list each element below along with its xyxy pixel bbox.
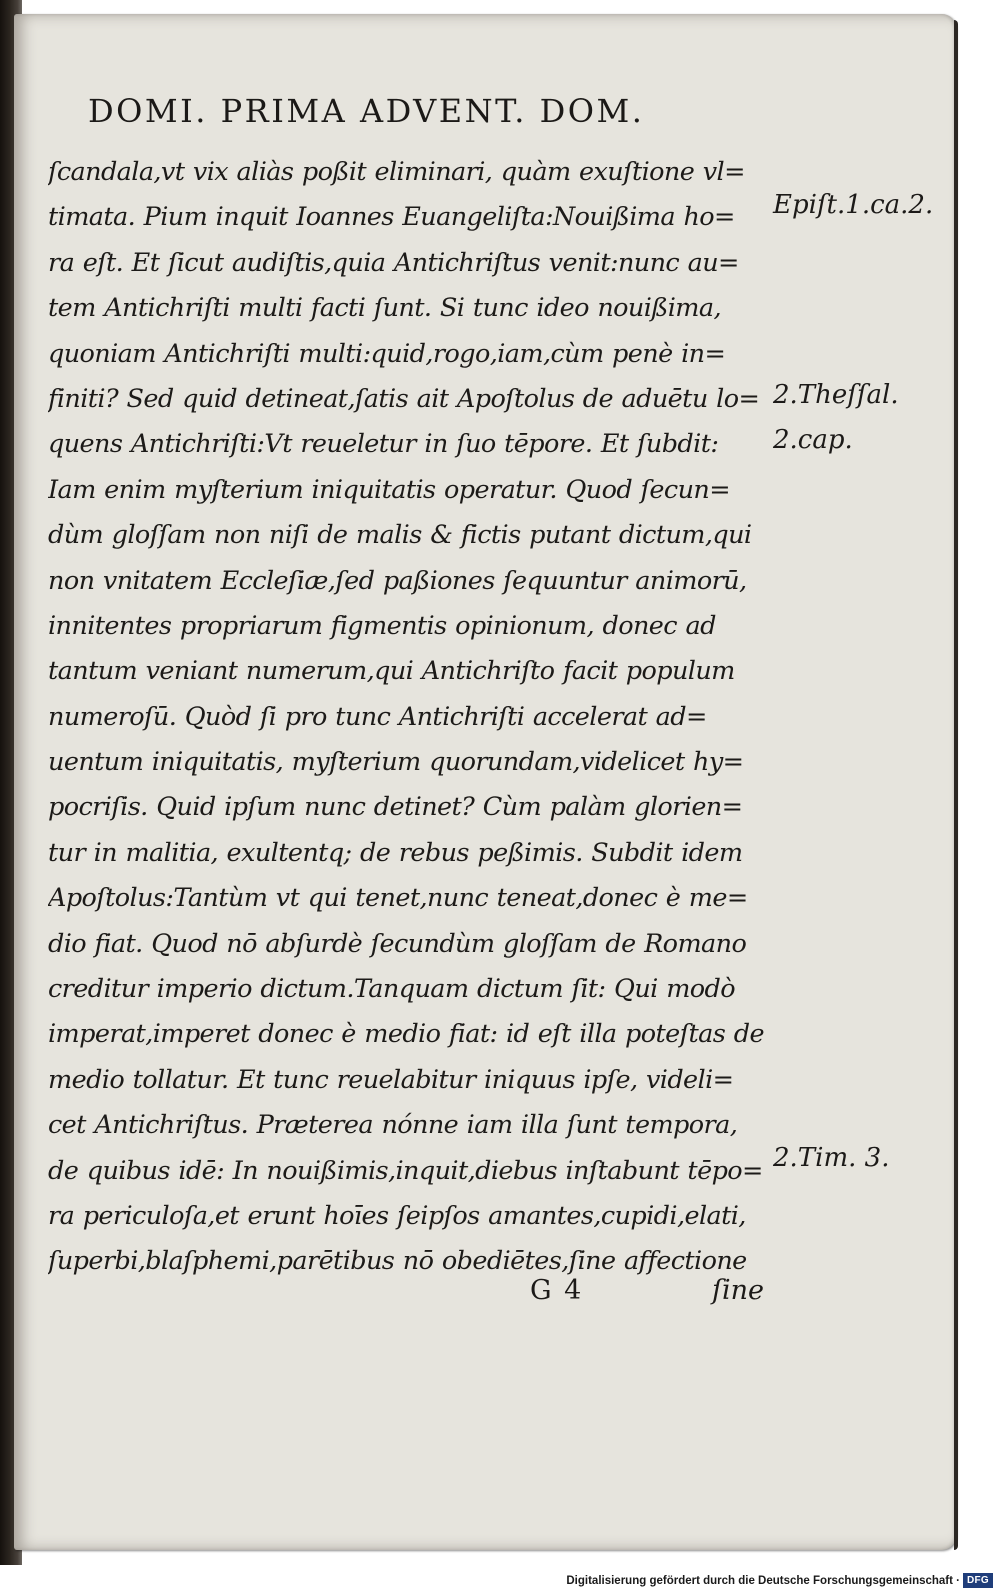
text-line: dio fiat. Quod nō abſurdè ſecundùm gloſſam de Romano [48,928,747,959]
catchword: ſine [712,1275,764,1306]
page-right-edge [954,20,958,1550]
text-line: quens Antichriſti:Vt reueletur in ſuo tēpore. Et ſubdit: [48,429,719,460]
digitization-credit: Digitalisierung gefördert durch die Deutsche Forschungsgemeinschaft · [566,1575,960,1587]
marginal-note-epistle: Epiſt.1.ca.2. [773,190,934,220]
text-line: imperat,imperet donec è medio fiat: id eſt illa poteſtas de [48,1019,764,1050]
text-line: tem Antichriſti multi facti ſunt. Si tunc ideo nouißima, [48,293,721,324]
text-line: pocriſis. Quid ipſum nunc detinet? Cùm palàm glorien= [48,792,743,823]
dfg-logo: DFG [963,1573,993,1588]
text-line: quoniam Antichriſti multi:quid,rogo,iam,cùm penè in= [48,338,726,369]
text-line: cet Antichriſtus. Præterea nónne iam illa ſunt tempora, [48,1110,738,1141]
text-line: medio tollatur. Et tunc reuelabitur iniquus ipſe, videli= [48,1064,734,1095]
text-line: innitentes propriarum figmentis opinionum, donec ad [48,610,716,641]
text-line: tantum veniant numerum,qui Antichriſto facit populum [48,656,735,687]
signature-mark: G 4 [530,1275,584,1306]
text-line: ra periculoſa,et erunt hoīes ſeipſos amantes,cupidi,elati, [48,1200,746,1231]
text-line: de quibus idē: In nouißimis,inquit,diebus inſtabunt tēpo= [48,1155,763,1186]
text-line: ra eſt. Et ſicut audiſtis,quia Antichriſtus venit:nunc au= [48,247,739,278]
text-line: ſuperbi,blaſphemi,parētibus nō obediētes,ſine affectione [48,1246,747,1277]
body-text [48,150,788,1285]
marginal-note-thessalonians: 2.Theſſal. [773,380,899,410]
text-line: tur in malitia, exultentq; de rebus peßimis. Subdit idem [48,837,743,868]
text-line: finiti? Sed quid detineat,ſatis ait Apoſtolus de aduētu lo= [48,383,760,414]
text-line: Apoſtolus:Tantùm vt qui tenet,nunc teneat,donec è me= [48,883,748,914]
text-line: creditur imperio dictum.Tanquam dictum ſit: Qui modò [48,974,736,1005]
text-line: dùm gloſſam non niſi de malis & fictis putant dictum,qui [48,520,752,551]
marginal-note-chapter: 2.cap. [773,425,853,455]
text-line: Iam enim myſterium iniquitatis operatur. Quod ſecun= [48,474,730,505]
text-line: timata. Pium inquit Ioannes Euangeliſta:Nouißima ho= [48,202,735,233]
text-line: uentum iniquitatis, myſterium quorundam,videlicet hy= [48,747,744,778]
text-line: ſcandala,vt vix aliàs poßit eliminari, quàm exuſtione vl= [48,157,745,187]
text-line: numeroſū. Quòd ſi pro tunc Antichriſti accelerat ad= [48,701,707,732]
marginal-note-timothy: 2.Tim. 3. [773,1143,890,1173]
running-head: DOMI. PRIMA ADVENT. DOM. [88,92,645,130]
text-line: non vnitatem Eccleſiæ,ſed paßiones ſequuntur animorū, [48,565,747,596]
